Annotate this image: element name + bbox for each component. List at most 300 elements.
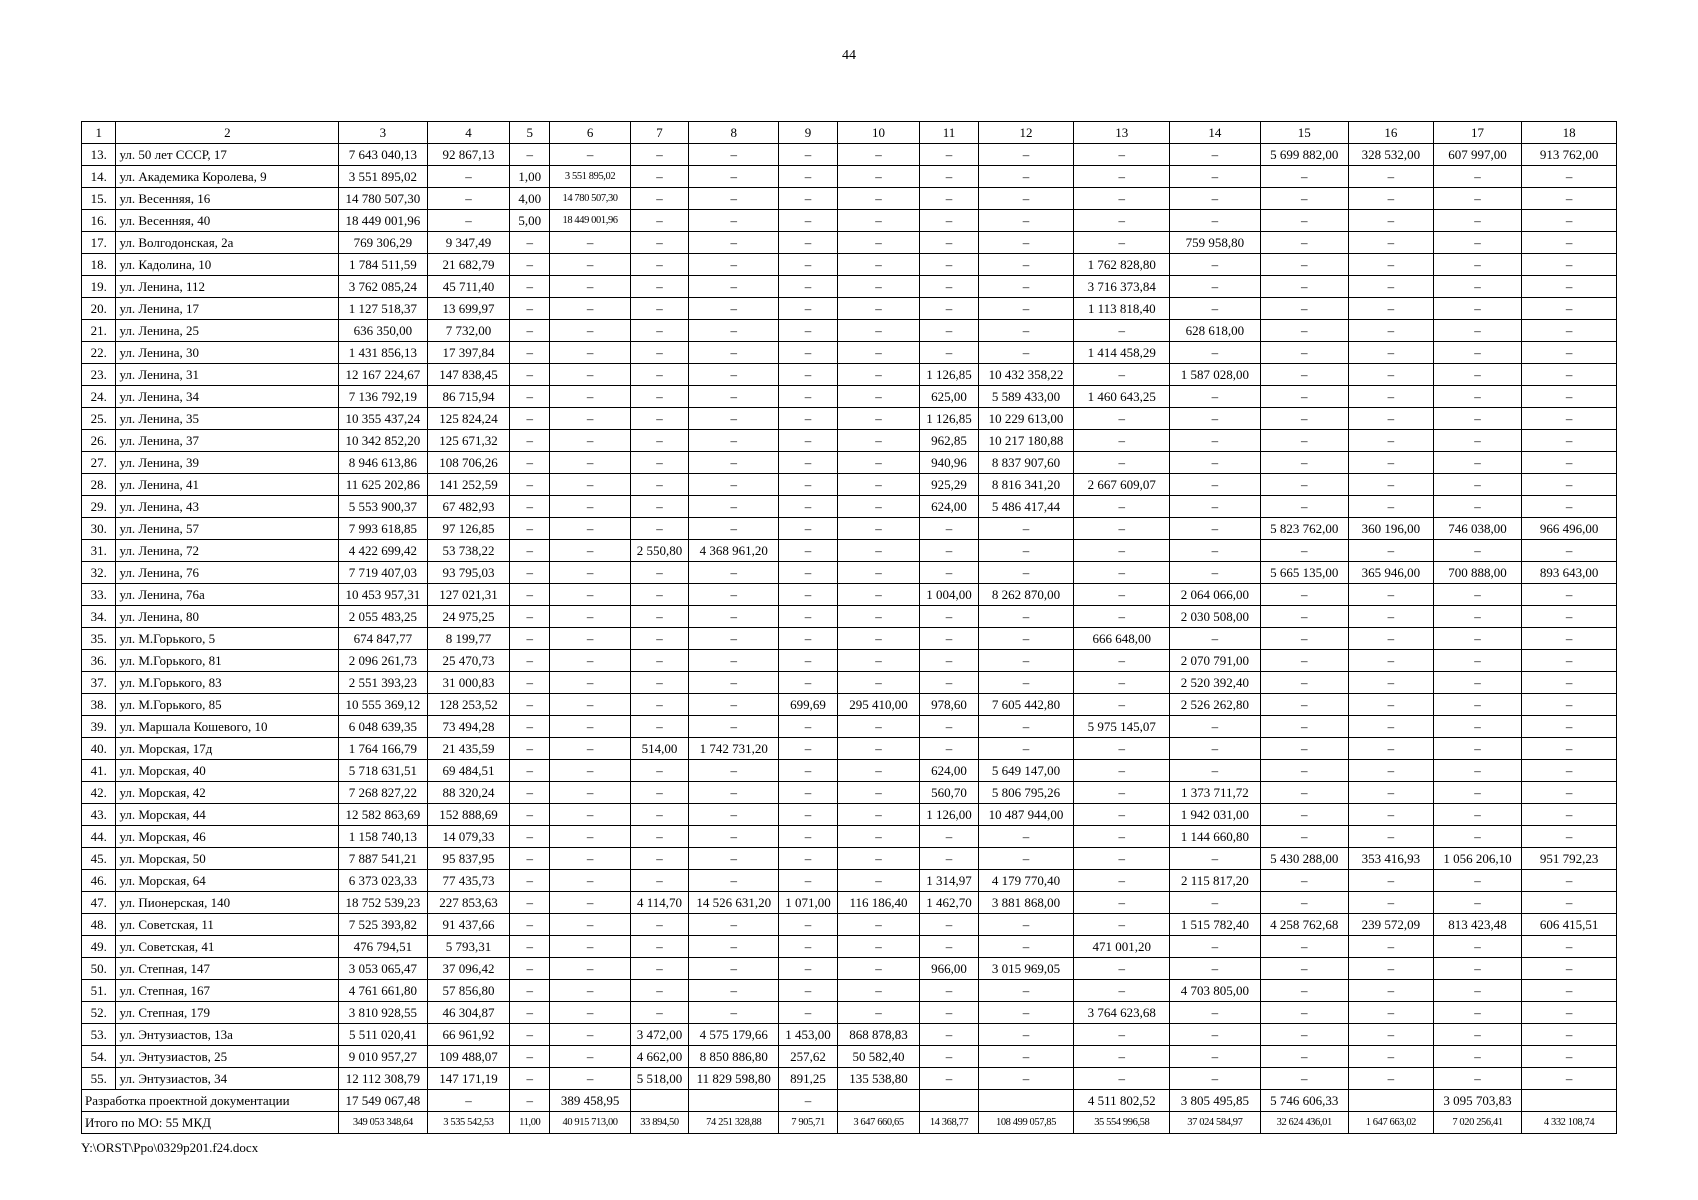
value-cell: – <box>1074 650 1170 672</box>
value-cell: – <box>1348 782 1433 804</box>
row-number: 44. <box>82 826 116 848</box>
value-cell: – <box>1522 650 1617 672</box>
address-cell: ул. М.Горького, 81 <box>116 650 339 672</box>
value-cell: – <box>1260 342 1348 364</box>
row-number: 35. <box>82 628 116 650</box>
value-cell: 1,00 <box>510 166 550 188</box>
value-cell: – <box>1170 1046 1260 1068</box>
total-cell: 40 915 713,00 <box>550 1112 631 1134</box>
value-cell: – <box>550 584 631 606</box>
value-cell: 128 253,52 <box>427 694 510 716</box>
value-cell: 4 575 179,66 <box>689 1024 779 1046</box>
value-cell: – <box>978 738 1074 760</box>
row-number: 29. <box>82 496 116 518</box>
value-cell: – <box>630 694 688 716</box>
value-cell: 674 847,77 <box>339 628 427 650</box>
value-cell: – <box>630 210 688 232</box>
row-number: 18. <box>82 254 116 276</box>
address-cell: ул. Ленина, 57 <box>116 518 339 540</box>
value-cell: – <box>1074 980 1170 1002</box>
value-cell: – <box>1522 452 1617 474</box>
value-cell: – <box>1522 606 1617 628</box>
value-cell: – <box>1170 342 1260 364</box>
value-cell: – <box>837 496 920 518</box>
column-header: 15 <box>1260 122 1348 144</box>
value-cell: – <box>630 672 688 694</box>
value-cell <box>1522 1090 1617 1112</box>
total-cell: 3 535 542,53 <box>427 1112 510 1134</box>
value-cell: 97 126,85 <box>427 518 510 540</box>
value-cell: – <box>779 298 837 320</box>
value-cell: – <box>1170 1002 1260 1024</box>
value-cell: – <box>630 408 688 430</box>
value-cell: – <box>1074 606 1170 628</box>
row-number: 54. <box>82 1046 116 1068</box>
value-cell: – <box>1074 1068 1170 1090</box>
value-cell: – <box>1433 210 1521 232</box>
value-cell: – <box>779 210 837 232</box>
value-cell: – <box>1348 870 1433 892</box>
value-cell: 5 806 795,26 <box>978 782 1074 804</box>
value-cell: 14 780 507,30 <box>339 188 427 210</box>
value-cell: – <box>978 342 1074 364</box>
row-number: 27. <box>82 452 116 474</box>
row-number: 39. <box>82 716 116 738</box>
value-cell: – <box>1433 980 1521 1002</box>
value-cell: – <box>550 650 631 672</box>
value-cell: 5 430 288,00 <box>1260 848 1348 870</box>
value-cell: 50 582,40 <box>837 1046 920 1068</box>
row-number: 50. <box>82 958 116 980</box>
value-cell: – <box>1348 738 1433 760</box>
value-cell: 109 488,07 <box>427 1046 510 1068</box>
value-cell: – <box>779 496 837 518</box>
value-cell: – <box>1522 958 1617 980</box>
value-cell: – <box>689 254 779 276</box>
value-cell: – <box>1522 342 1617 364</box>
value-cell: – <box>1074 848 1170 870</box>
value-cell: – <box>1074 518 1170 540</box>
value-cell: 4 761 661,80 <box>339 980 427 1002</box>
value-cell: – <box>550 430 631 452</box>
value-cell: – <box>1522 408 1617 430</box>
value-cell: – <box>550 144 631 166</box>
table-row <box>82 628 1617 650</box>
address-cell: ул. Ленина, 31 <box>116 364 339 386</box>
value-cell: – <box>1348 320 1433 342</box>
value-cell: – <box>920 628 978 650</box>
row-number: 34. <box>82 606 116 628</box>
value-cell: – <box>920 1068 978 1090</box>
total-cell: 4 332 108,74 <box>1522 1112 1617 1134</box>
value-cell: – <box>1433 298 1521 320</box>
value-cell: – <box>630 254 688 276</box>
value-cell: 66 961,92 <box>427 1024 510 1046</box>
value-cell: 2 070 791,00 <box>1170 650 1260 672</box>
value-cell: – <box>510 1024 550 1046</box>
value-cell: 365 946,00 <box>1348 562 1433 584</box>
address-cell: ул. Морская, 40 <box>116 760 339 782</box>
value-cell: – <box>1074 144 1170 166</box>
value-cell: – <box>837 1002 920 1024</box>
value-cell <box>630 1090 688 1112</box>
value-cell: 5 975 145,07 <box>1074 716 1170 738</box>
value-cell: 893 643,00 <box>1522 562 1617 584</box>
column-header: 9 <box>779 122 837 144</box>
value-cell: 95 837,95 <box>427 848 510 870</box>
value-cell: – <box>1433 386 1521 408</box>
value-cell: – <box>920 1002 978 1024</box>
value-cell: – <box>550 760 631 782</box>
value-cell: – <box>920 914 978 936</box>
value-cell: – <box>920 1046 978 1068</box>
value-cell: – <box>1522 760 1617 782</box>
value-cell: – <box>1348 694 1433 716</box>
value-cell: 8 262 870,00 <box>978 584 1074 606</box>
value-cell: – <box>550 496 631 518</box>
value-cell: 53 738,22 <box>427 540 510 562</box>
value-cell: – <box>510 496 550 518</box>
value-cell: – <box>1522 870 1617 892</box>
value-cell: – <box>978 848 1074 870</box>
value-cell: – <box>1170 936 1260 958</box>
value-cell: 5 665 135,00 <box>1260 562 1348 584</box>
value-cell: – <box>1170 716 1260 738</box>
value-cell: – <box>550 452 631 474</box>
value-cell: – <box>1260 760 1348 782</box>
value-cell: – <box>689 232 779 254</box>
row-number: 48. <box>82 914 116 936</box>
column-header: 8 <box>689 122 779 144</box>
value-cell: 125 671,32 <box>427 430 510 452</box>
value-cell: – <box>550 826 631 848</box>
value-cell: – <box>920 276 978 298</box>
value-cell: – <box>779 782 837 804</box>
row-number: 38. <box>82 694 116 716</box>
value-cell: 21 682,79 <box>427 254 510 276</box>
value-cell: 1 126,00 <box>920 804 978 826</box>
value-cell: – <box>1260 452 1348 474</box>
value-cell: – <box>1074 210 1170 232</box>
value-cell: – <box>1170 496 1260 518</box>
value-cell: – <box>779 584 837 606</box>
address-cell: ул. Ленина, 17 <box>116 298 339 320</box>
value-cell: – <box>1433 584 1521 606</box>
value-cell: – <box>779 936 837 958</box>
value-cell: 4 258 762,68 <box>1260 914 1348 936</box>
table-row <box>82 232 1617 254</box>
value-cell: – <box>550 804 631 826</box>
value-cell: 625,00 <box>920 386 978 408</box>
value-cell: – <box>1074 452 1170 474</box>
value-cell: – <box>1170 474 1260 496</box>
row-number: 37. <box>82 672 116 694</box>
address-cell: ул. Пионерская, 140 <box>116 892 339 914</box>
value-cell: – <box>1260 1002 1348 1024</box>
table-row <box>82 1068 1617 1090</box>
value-cell: 7 136 792,19 <box>339 386 427 408</box>
value-cell: – <box>550 254 631 276</box>
value-cell: – <box>1433 870 1521 892</box>
value-cell: – <box>1522 276 1617 298</box>
value-cell: – <box>779 540 837 562</box>
value-cell: 1 462,70 <box>920 892 978 914</box>
value-cell: – <box>1433 672 1521 694</box>
value-cell: – <box>510 672 550 694</box>
table-row <box>82 188 1617 210</box>
value-cell: 73 494,28 <box>427 716 510 738</box>
value-cell: – <box>510 694 550 716</box>
value-cell: – <box>1348 716 1433 738</box>
value-cell: 4 179 770,40 <box>978 870 1074 892</box>
value-cell: – <box>1260 320 1348 342</box>
value-cell: 5 511 020,41 <box>339 1024 427 1046</box>
value-cell: – <box>689 298 779 320</box>
value-cell: 7 643 040,13 <box>339 144 427 166</box>
value-cell: 1 742 731,20 <box>689 738 779 760</box>
address-cell: ул. Ленина, 76 <box>116 562 339 584</box>
row-number: 15. <box>82 188 116 210</box>
value-cell: – <box>1170 408 1260 430</box>
table-row <box>82 496 1617 518</box>
value-cell: – <box>630 760 688 782</box>
value-cell: 1 453,00 <box>779 1024 837 1046</box>
value-cell: – <box>1348 672 1433 694</box>
value-cell: 4 422 699,42 <box>339 540 427 562</box>
value-cell: – <box>1260 1068 1348 1090</box>
value-cell: – <box>550 1002 631 1024</box>
total-cell: 7 905,71 <box>779 1112 837 1134</box>
address-cell: ул. Волгодонская, 2а <box>116 232 339 254</box>
value-cell: – <box>1348 980 1433 1002</box>
value-cell: – <box>1260 936 1348 958</box>
value-cell: – <box>689 606 779 628</box>
value-cell: – <box>550 298 631 320</box>
value-cell: – <box>1348 936 1433 958</box>
value-cell: – <box>1433 232 1521 254</box>
value-cell: – <box>837 870 920 892</box>
value-cell: – <box>1260 364 1348 386</box>
value-cell: – <box>1074 672 1170 694</box>
row-number: 30. <box>82 518 116 540</box>
value-cell: – <box>837 980 920 1002</box>
value-cell: 962,85 <box>920 430 978 452</box>
value-cell: – <box>978 188 1074 210</box>
value-cell: – <box>978 254 1074 276</box>
value-cell: – <box>1348 474 1433 496</box>
value-cell: – <box>978 628 1074 650</box>
value-cell: – <box>978 562 1074 584</box>
value-cell: – <box>1522 298 1617 320</box>
value-cell: – <box>510 144 550 166</box>
value-cell: – <box>510 430 550 452</box>
value-cell: – <box>1433 342 1521 364</box>
table-row <box>82 166 1617 188</box>
value-cell: 813 423,48 <box>1433 914 1521 936</box>
value-cell: – <box>837 936 920 958</box>
value-cell: – <box>978 1002 1074 1024</box>
address-cell: ул. Морская, 50 <box>116 848 339 870</box>
value-cell: 10 487 944,00 <box>978 804 1074 826</box>
value-cell: – <box>1074 540 1170 562</box>
value-cell <box>1348 1090 1433 1112</box>
value-cell: – <box>550 1046 631 1068</box>
value-cell: – <box>1522 474 1617 496</box>
value-cell: – <box>837 606 920 628</box>
value-cell: – <box>1348 496 1433 518</box>
value-cell <box>689 1090 779 1112</box>
row-number: 25. <box>82 408 116 430</box>
value-cell: – <box>1074 496 1170 518</box>
value-cell: – <box>920 232 978 254</box>
value-cell: 147 171,19 <box>427 1068 510 1090</box>
value-cell: 10 453 957,31 <box>339 584 427 606</box>
table-row <box>82 518 1617 540</box>
value-cell: 3 881 868,00 <box>978 892 1074 914</box>
value-cell: 5 649 147,00 <box>978 760 1074 782</box>
value-cell: 666 648,00 <box>1074 628 1170 650</box>
value-cell: 5 823 762,00 <box>1260 518 1348 540</box>
value-cell: – <box>510 628 550 650</box>
value-cell: 1 056 206,10 <box>1433 848 1521 870</box>
address-cell: ул. М.Горького, 85 <box>116 694 339 716</box>
value-cell: 31 000,83 <box>427 672 510 694</box>
address-cell: ул. Ленина, 35 <box>116 408 339 430</box>
value-cell: – <box>689 144 779 166</box>
value-cell: – <box>1348 166 1433 188</box>
value-cell: – <box>630 716 688 738</box>
column-header: 11 <box>920 122 978 144</box>
value-cell: – <box>550 408 631 430</box>
value-cell: – <box>1348 892 1433 914</box>
column-header: 10 <box>837 122 920 144</box>
value-cell: – <box>689 694 779 716</box>
value-cell: – <box>1348 628 1433 650</box>
value-cell: 10 217 180,88 <box>978 430 1074 452</box>
table-row <box>82 672 1617 694</box>
value-cell: 92 867,13 <box>427 144 510 166</box>
value-cell: – <box>1260 254 1348 276</box>
value-cell: – <box>1170 958 1260 980</box>
value-cell: 328 532,00 <box>1348 144 1433 166</box>
value-cell: – <box>630 980 688 1002</box>
value-cell: – <box>1433 166 1521 188</box>
table-row <box>82 210 1617 232</box>
value-cell: – <box>1522 1002 1617 1024</box>
value-cell: – <box>510 782 550 804</box>
value-cell: – <box>837 540 920 562</box>
value-cell: – <box>510 562 550 584</box>
value-cell: 1 515 782,40 <box>1170 914 1260 936</box>
value-cell: 5 589 433,00 <box>978 386 1074 408</box>
row-number: 53. <box>82 1024 116 1046</box>
value-cell: – <box>1260 276 1348 298</box>
value-cell: 4 511 802,52 <box>1074 1090 1170 1112</box>
value-cell: – <box>689 716 779 738</box>
value-cell: 2 096 261,73 <box>339 650 427 672</box>
value-cell: – <box>1074 188 1170 210</box>
value-cell: – <box>779 650 837 672</box>
value-cell: 1 784 511,59 <box>339 254 427 276</box>
value-cell: 1 126,85 <box>920 364 978 386</box>
value-cell: – <box>837 804 920 826</box>
value-cell: – <box>978 276 1074 298</box>
address-cell: ул. Морская, 46 <box>116 826 339 848</box>
table-row <box>82 452 1617 474</box>
row-number: 28. <box>82 474 116 496</box>
value-cell: – <box>550 892 631 914</box>
value-cell: 1 764 166,79 <box>339 738 427 760</box>
value-cell: 12 112 308,79 <box>339 1068 427 1090</box>
value-cell: – <box>689 650 779 672</box>
value-cell: 57 856,80 <box>427 980 510 1002</box>
value-cell: – <box>1433 892 1521 914</box>
value-cell: – <box>1348 452 1433 474</box>
value-cell: – <box>837 364 920 386</box>
column-header: 1 <box>82 122 116 144</box>
value-cell: – <box>689 518 779 540</box>
value-cell: 25 470,73 <box>427 650 510 672</box>
row-number: 22. <box>82 342 116 364</box>
value-cell: 606 415,51 <box>1522 914 1617 936</box>
value-cell: – <box>920 936 978 958</box>
value-cell: – <box>1522 782 1617 804</box>
value-cell: – <box>510 980 550 1002</box>
value-cell: 5 486 417,44 <box>978 496 1074 518</box>
value-cell: 2 520 392,40 <box>1170 672 1260 694</box>
value-cell: – <box>1074 914 1170 936</box>
value-cell: – <box>1170 386 1260 408</box>
value-cell: 10 229 613,00 <box>978 408 1074 430</box>
value-cell: – <box>689 320 779 342</box>
value-cell: 1 942 031,00 <box>1170 804 1260 826</box>
value-cell: – <box>689 430 779 452</box>
value-cell: – <box>978 914 1074 936</box>
value-cell: – <box>550 364 631 386</box>
value-cell: – <box>1348 298 1433 320</box>
total-cell: 3 647 660,65 <box>837 1112 920 1134</box>
value-cell: – <box>920 518 978 540</box>
value-cell: 4,00 <box>510 188 550 210</box>
value-cell: – <box>978 518 1074 540</box>
value-cell: – <box>837 430 920 452</box>
value-cell: – <box>630 782 688 804</box>
value-cell: – <box>1348 540 1433 562</box>
value-cell: – <box>550 276 631 298</box>
value-cell: – <box>689 958 779 980</box>
value-cell: – <box>920 166 978 188</box>
value-cell: – <box>920 738 978 760</box>
row-number: 41. <box>82 760 116 782</box>
value-cell: – <box>1260 958 1348 980</box>
table-row <box>82 782 1617 804</box>
value-cell: – <box>1170 848 1260 870</box>
total-cell: 74 251 328,88 <box>689 1112 779 1134</box>
value-cell: 2 115 817,20 <box>1170 870 1260 892</box>
value-cell: 2 550,80 <box>630 540 688 562</box>
file-path: Y:\ORST\Ppo\0329p201.f24.docx <box>81 1140 259 1155</box>
address-cell: ул. Ленина, 72 <box>116 540 339 562</box>
value-cell: – <box>1522 364 1617 386</box>
table-row <box>82 320 1617 342</box>
value-cell: – <box>1260 650 1348 672</box>
row-number: 49. <box>82 936 116 958</box>
value-cell: – <box>1170 254 1260 276</box>
value-cell: – <box>1260 716 1348 738</box>
value-cell: – <box>1170 188 1260 210</box>
value-cell: 1 414 458,29 <box>1074 342 1170 364</box>
address-cell: ул. Ленина, 41 <box>116 474 339 496</box>
